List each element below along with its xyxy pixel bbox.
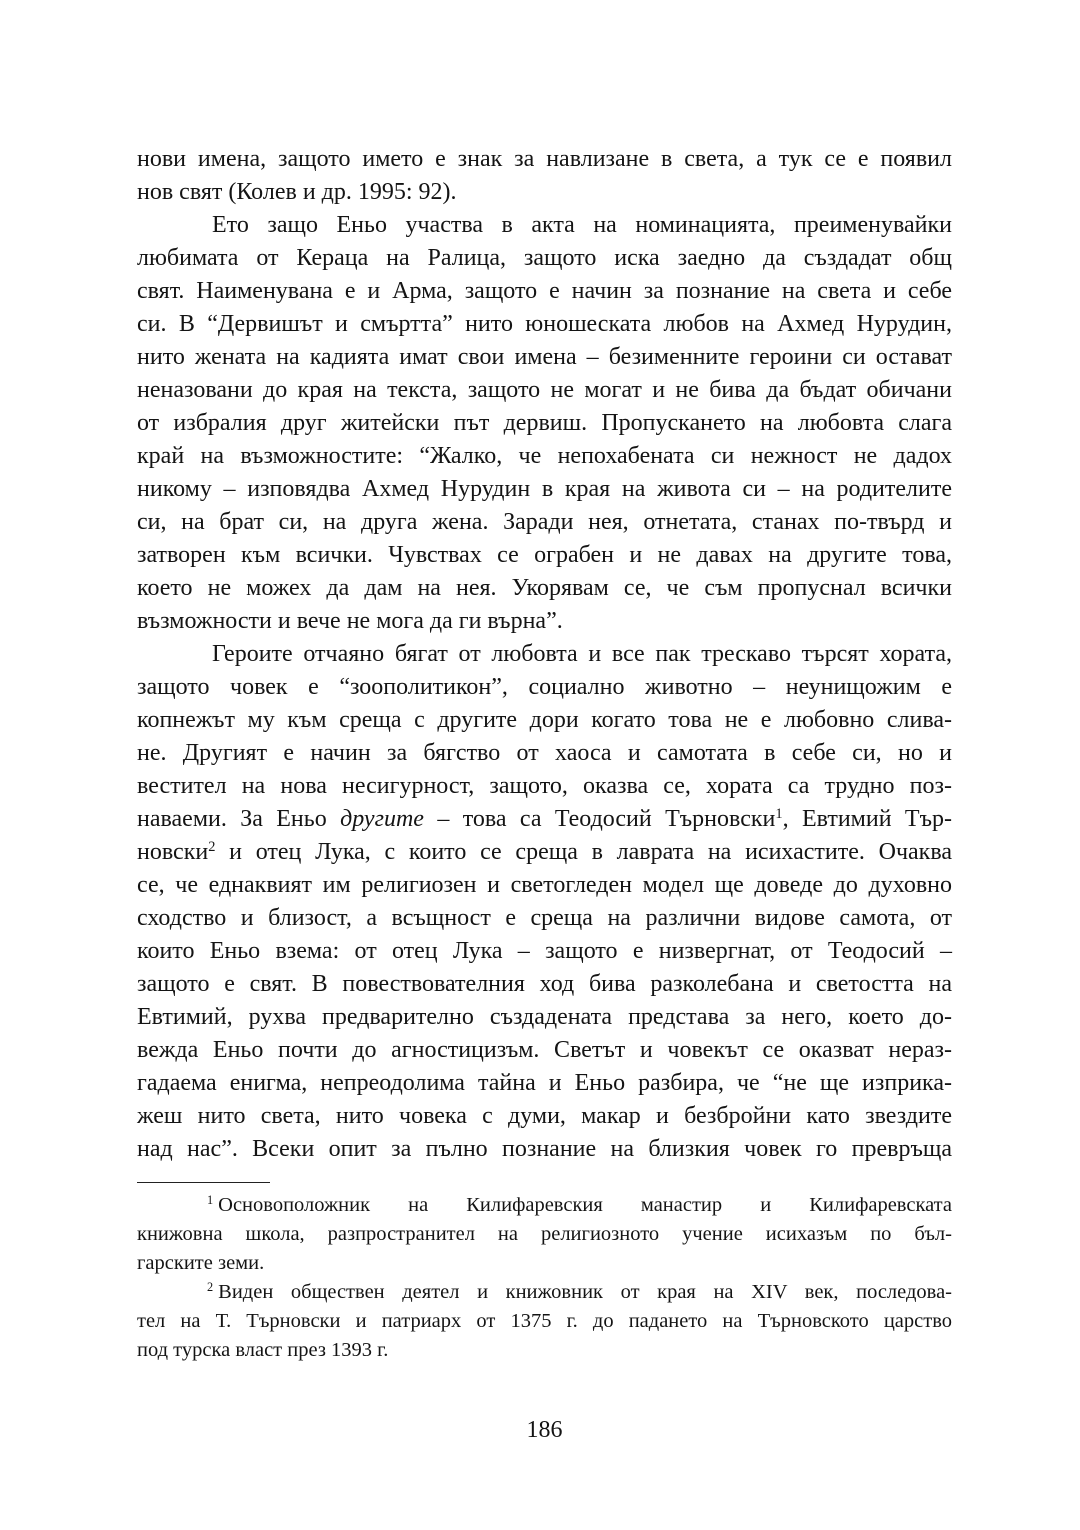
line-text: наваеми. За Еньо: [137, 806, 341, 832]
footnote-line: тел на Т. Търновски и патриарх от 1375 г. до падането на Търновското царство: [137, 1310, 952, 1332]
page-number: 186: [526, 1417, 563, 1443]
body-line: край на възможностите: “Жалко, че непохабената си нежност не дадох: [137, 443, 952, 469]
body-line: копнежът му към среща с другите дори когато това не е любовно слива-: [137, 707, 952, 733]
paragraph: [137, 209, 952, 638]
paragraph: [137, 638, 952, 1166]
body-line: нови имена, защото името е знак за навлизане в света, а тук се е появил: [137, 146, 952, 172]
body-line: които Еньо взема: от отец Лука – защото е низвергнат, от Теодосий –: [137, 938, 952, 964]
footnote-marker: 1: [207, 1193, 214, 1208]
body-line: от избралия друг житейски път дервиш. Пропускането на любовта слага: [137, 410, 952, 436]
line-text: – това са Теодосий Търновски: [423, 806, 776, 832]
body-line: неназовани до края на текста, защото не могат и не бива да бъдат обичани: [137, 377, 952, 403]
body-line: Евтимий, рухва предварително създадената представа за него, което до-: [137, 1004, 952, 1030]
main-text: [137, 143, 952, 1166]
body-line: защото е свят. В повествователния ход бива разколебана и светостта на: [137, 971, 952, 997]
line-text: Виден обществен деятел и книжовник от края на XIV век, последова-: [218, 1281, 952, 1303]
footnotes: [137, 1191, 952, 1365]
body-line: нов свят (Колев и др. 1995: 92).: [137, 179, 457, 205]
body-line: вестител на нова несигурност, защото, оказва се, хората са трудно поз-: [137, 773, 952, 799]
footnote-line: под турска власт през 1393 г.: [137, 1339, 389, 1361]
body-line: [137, 836, 952, 869]
body-line: Героите отчаяно бягат от любовта и все пак трескаво търсят хората,: [212, 641, 952, 667]
body-line: защото човек е “зоополитикон”, социално животно – неунищожим е: [137, 674, 952, 700]
footnote-line: [137, 1278, 952, 1307]
body-line: възможности и вече не мога да ги върна”.: [137, 608, 563, 634]
body-line: не. Другият е начин за бягство от хаоса и самотата в себе си, но и: [137, 740, 952, 766]
body-line: никому – изповядва Ахмед Нурудин в края на живота си – на родителите: [137, 476, 952, 502]
body-line: което не можех да дам на нея. Укорявам се, че съм пропуснал всички: [137, 575, 952, 601]
body-line: нито жената на кадията имат свои имена – безименните героини си остават: [137, 344, 952, 370]
body-line: [137, 803, 952, 836]
footnote-reference: 2: [208, 839, 216, 856]
body-line: си, на брат си, на друга жена. Заради нея, отнетата, станах по-твърд и: [137, 509, 952, 535]
body-line: сходство и близост, а всъщност е среща на различни видове самота, от: [137, 905, 952, 931]
line-text: новски: [137, 839, 209, 865]
italic-emphasis: другите: [340, 806, 424, 832]
body-line: над нас”. Всеки опит за пълно познание на близкия човек го превръща: [137, 1136, 952, 1162]
body-line: свят. Наименувана е и Арма, защото е начин за познание на света и себе: [137, 278, 952, 304]
body-line: любимата от Кераца на Ралица, защото иска заедно да създадат общ: [137, 245, 952, 271]
line-text: , Евтимий Тър-: [782, 806, 952, 832]
footnote-separator: [137, 1182, 270, 1183]
footnote-line: гарските земи.: [137, 1252, 265, 1274]
body-line: гадаема енигма, непреодолима тайна и Еньо разбира, че “не ще изприка-: [137, 1070, 952, 1096]
body-line: се, че еднаквият им религиозен и светогледен модел ще доведе до духовно: [137, 872, 952, 898]
footnote: [137, 1278, 952, 1365]
footnote: [137, 1191, 952, 1278]
line-text: Основоположник на Килифаревския манастир и Килифаревската: [218, 1194, 952, 1216]
footnote-reference: 1: [775, 806, 783, 823]
footnote-line: [137, 1191, 952, 1220]
body-line: жеш нито света, нито човека с думи, макар и безбройни като звездите: [137, 1103, 952, 1129]
paragraph: [137, 143, 952, 209]
footnote-marker: 2: [207, 1280, 214, 1295]
line-text: и отец Лука, с които се среща в лаврата на исихастите. Очаква: [215, 839, 952, 865]
body-line: вежда Еньо почти до агностицизъм. Светът и човекът се оказват нераз-: [137, 1037, 952, 1063]
body-line: си. В “Дервишът и смъртта” нито юношеската любов на Ахмед Нурудин,: [137, 311, 952, 337]
body-line: Ето защо Еньо участва в акта на номинацията, преименувайки: [212, 212, 952, 238]
body-line: затворен към всички. Чувствах се ограбен и не давах на другите това,: [137, 542, 952, 568]
footnote-line: книжовна школа, разпространител на религиозното учение исихазъм по бъл-: [137, 1223, 952, 1245]
